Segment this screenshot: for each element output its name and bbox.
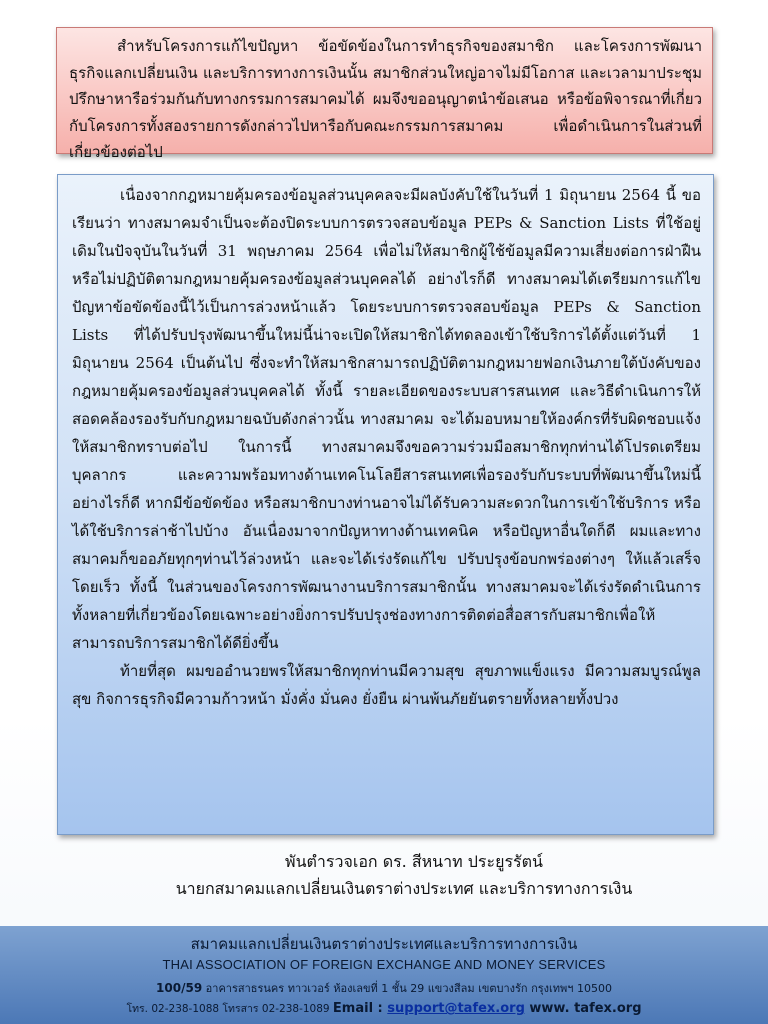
footer-email-link[interactable]: support@tafex.org [387,1001,525,1016]
signature-title: นายกสมาคมแลกเปลี่ยนเงินตราต่างประเทศ และบริการทางการเงิน [175,879,633,898]
footer-org-english: THAI ASSOCIATION OF FOREIGN EXCHANGE AND MONEY SERVICES [162,957,606,972]
footer [0,926,768,1024]
intro-box [56,27,713,161]
main-paragraph-2: ท้ายที่สุด ผมขออำนวยพรให้สมาชิกทุกท่านมีความสุข สุขภาพแข็งแรง มีความสมบูรณ์พูลสุข กิจการธุรกิจมีความก้าวหน้า มั่งคั่ง มั่นคง ยั่งยืน ผ่านพ้นภัยยันตรายทั้งหลายทั้งปวง [72,662,701,708]
footer-address [0,979,768,997]
footer-email-label: Email : [332,1001,388,1016]
intro-paragraph: สำหรับโครงการแก้ไขปัญหา ข้อขัดข้องในการทำธุรกิจของสมาชิก และโครงการพัฒนาธุรกิจแลกเปลี่ยนเงิน และบริการทางการเงินนั้น สมาชิกส่วนใหญ่อาจไม่มีโอกาส และเวลามาประชุมปรึกษาหารือร่วมกันกับทางกรรมการสมาคมได้ ผมจึงขออนุญาตนำข้อเสนอ หรือข้อพิจารณาที่เกี่ยวกับโครงการทั้งสองรายการดังกล่าวไปหารือกับคณะกรรมการสมาคม เพื่อดำเนินการในส่วนที่เกี่ยวข้องต่อไป [69,37,702,161]
footer-org-thai: สมาคมแลกเปลี่ยนเงินตราต่างประเทศและบริการทางการเงิน [190,935,578,953]
main-message-box [57,174,714,835]
footer-contact [0,1000,768,1017]
footer-website-link[interactable]: www. tafex.org [524,1001,642,1016]
main-paragraph-1: เนื่องจากกฎหมายคุ้มครองข้อมูลส่วนบุคคลจะมีผลบังคับใช้ในวันที่ 1 มิถุนายน 2564 นี้ ขอเรียนว่า ทางสมาคมจำเป็นจะต้องปิดระบบการตรวจสอบข้อมูล PEPs & Sanction Lists ที่ใช้อยู่เดิมในปัจจุบันในวันที่ 31 พฤษภาคม 2564 เพื่อไม่ให้สมาชิกผู้ใช้ข้อมูลมีความเสี่ยงต่อการฝ่าฝืน หรือไม่ปฏิบัติตามกฎหมายคุ้มครองข้อมูลส่วนบุคคลได้ อย่างไรก็ดี ทางสมาคมได้เตรียมการแก้ไขปัญหาข้อขัดข้องนี้ไว้เป็นการล่วงหน้าแล้ว โดยระบบการตรวจสอบข้อมูล PEPs & Sanction Lists ที่ได้ปรับปรุงพัฒนาขึ้นใหม่นี้น่าจะเปิดให้สมาชิกได้ทดลองเข้าใช้บริการได้ตั้งแต่วันที่ 1 มิถุนายน 2564 เป็นต้นไป ซึ่งจะทำให้สมาชิกสามารถปฏิบัติตามกฎหมายฟอกเงินภายใต้บังคับของกฎหมายคุ้มครองข้อมูลส่วนบุคคลได้ ทั้งนี้ รายละเอียดของระบบสารสนเทศ และวิธีดำเนินการให้สอดคล้องรองรับกับกฎหมายฉบับดังกล่าวนั้น ทางสมาคม จะได้มอบหมายให้องค์กรที่รับผิดชอบแจ้งให้สมาชิกทราบต่อไป ในการนี้ ทางสมาคมจึงขอความร่วมมือสมาชิกทุกท่านได้โปรดเตรียมบุคลากร และความพร้อมทางด้านเทคโนโลยีสารสนเทศเพื่อรองรับกับระบบที่พัฒนาขึ้นใหม่นี้ อย่างไรก็ดี หากมีข้อขัดข้อง หรือสมาชิกบางท่านอาจไม่ได้รับความสะดวกในการเข้าใช้บริการ หรือได้ใช้บริการล่าช้าไปบ้าง อันเนื่องมาจากปัญหาทางด้านเทคนิค หรือปัญหาอื่นใดก็ดี ผมและทางสมาคมก็ขออภัยทุกๆท่านไว้ล่วงหน้า และจะได้เร่งรัดแก้ไข ปรับปรุงข้อบกพร่องต่างๆ ให้แล้วเสร็จโดยเร็ว ทั้งนี้ ในส่วนของโครงการพัฒนางานบริการสมาชิกนั้น ทางสมาคมจะได้เร่งรัดดำเนินการทั้งหลายที่เกี่ยวข้องโดยเฉพาะอย่างยิ่งการปรับปรุงช่องทางการติดต่อสื่อสารกับสมาชิกเพื่อให้สามารถบริการสมาชิกได้ดียิ่งขึ้น [72,186,701,652]
footer-address-text: อาคารสาธรนคร ทาวเวอร์ ห้องเลขที่ 1 ชั้น 29 แขวงสีลม เขตบางรัก กรุงเทพฯ 10500 [202,982,612,995]
footer-address-number: 100/59 [156,981,203,995]
signature-name: พันตำรวจเอก ดร. สีหนาท ประยูรรัตน์ [285,852,543,871]
footer-phone-fax: โทร. 02-238-1088 โทรสาร 02-238-1089 [126,1003,333,1015]
